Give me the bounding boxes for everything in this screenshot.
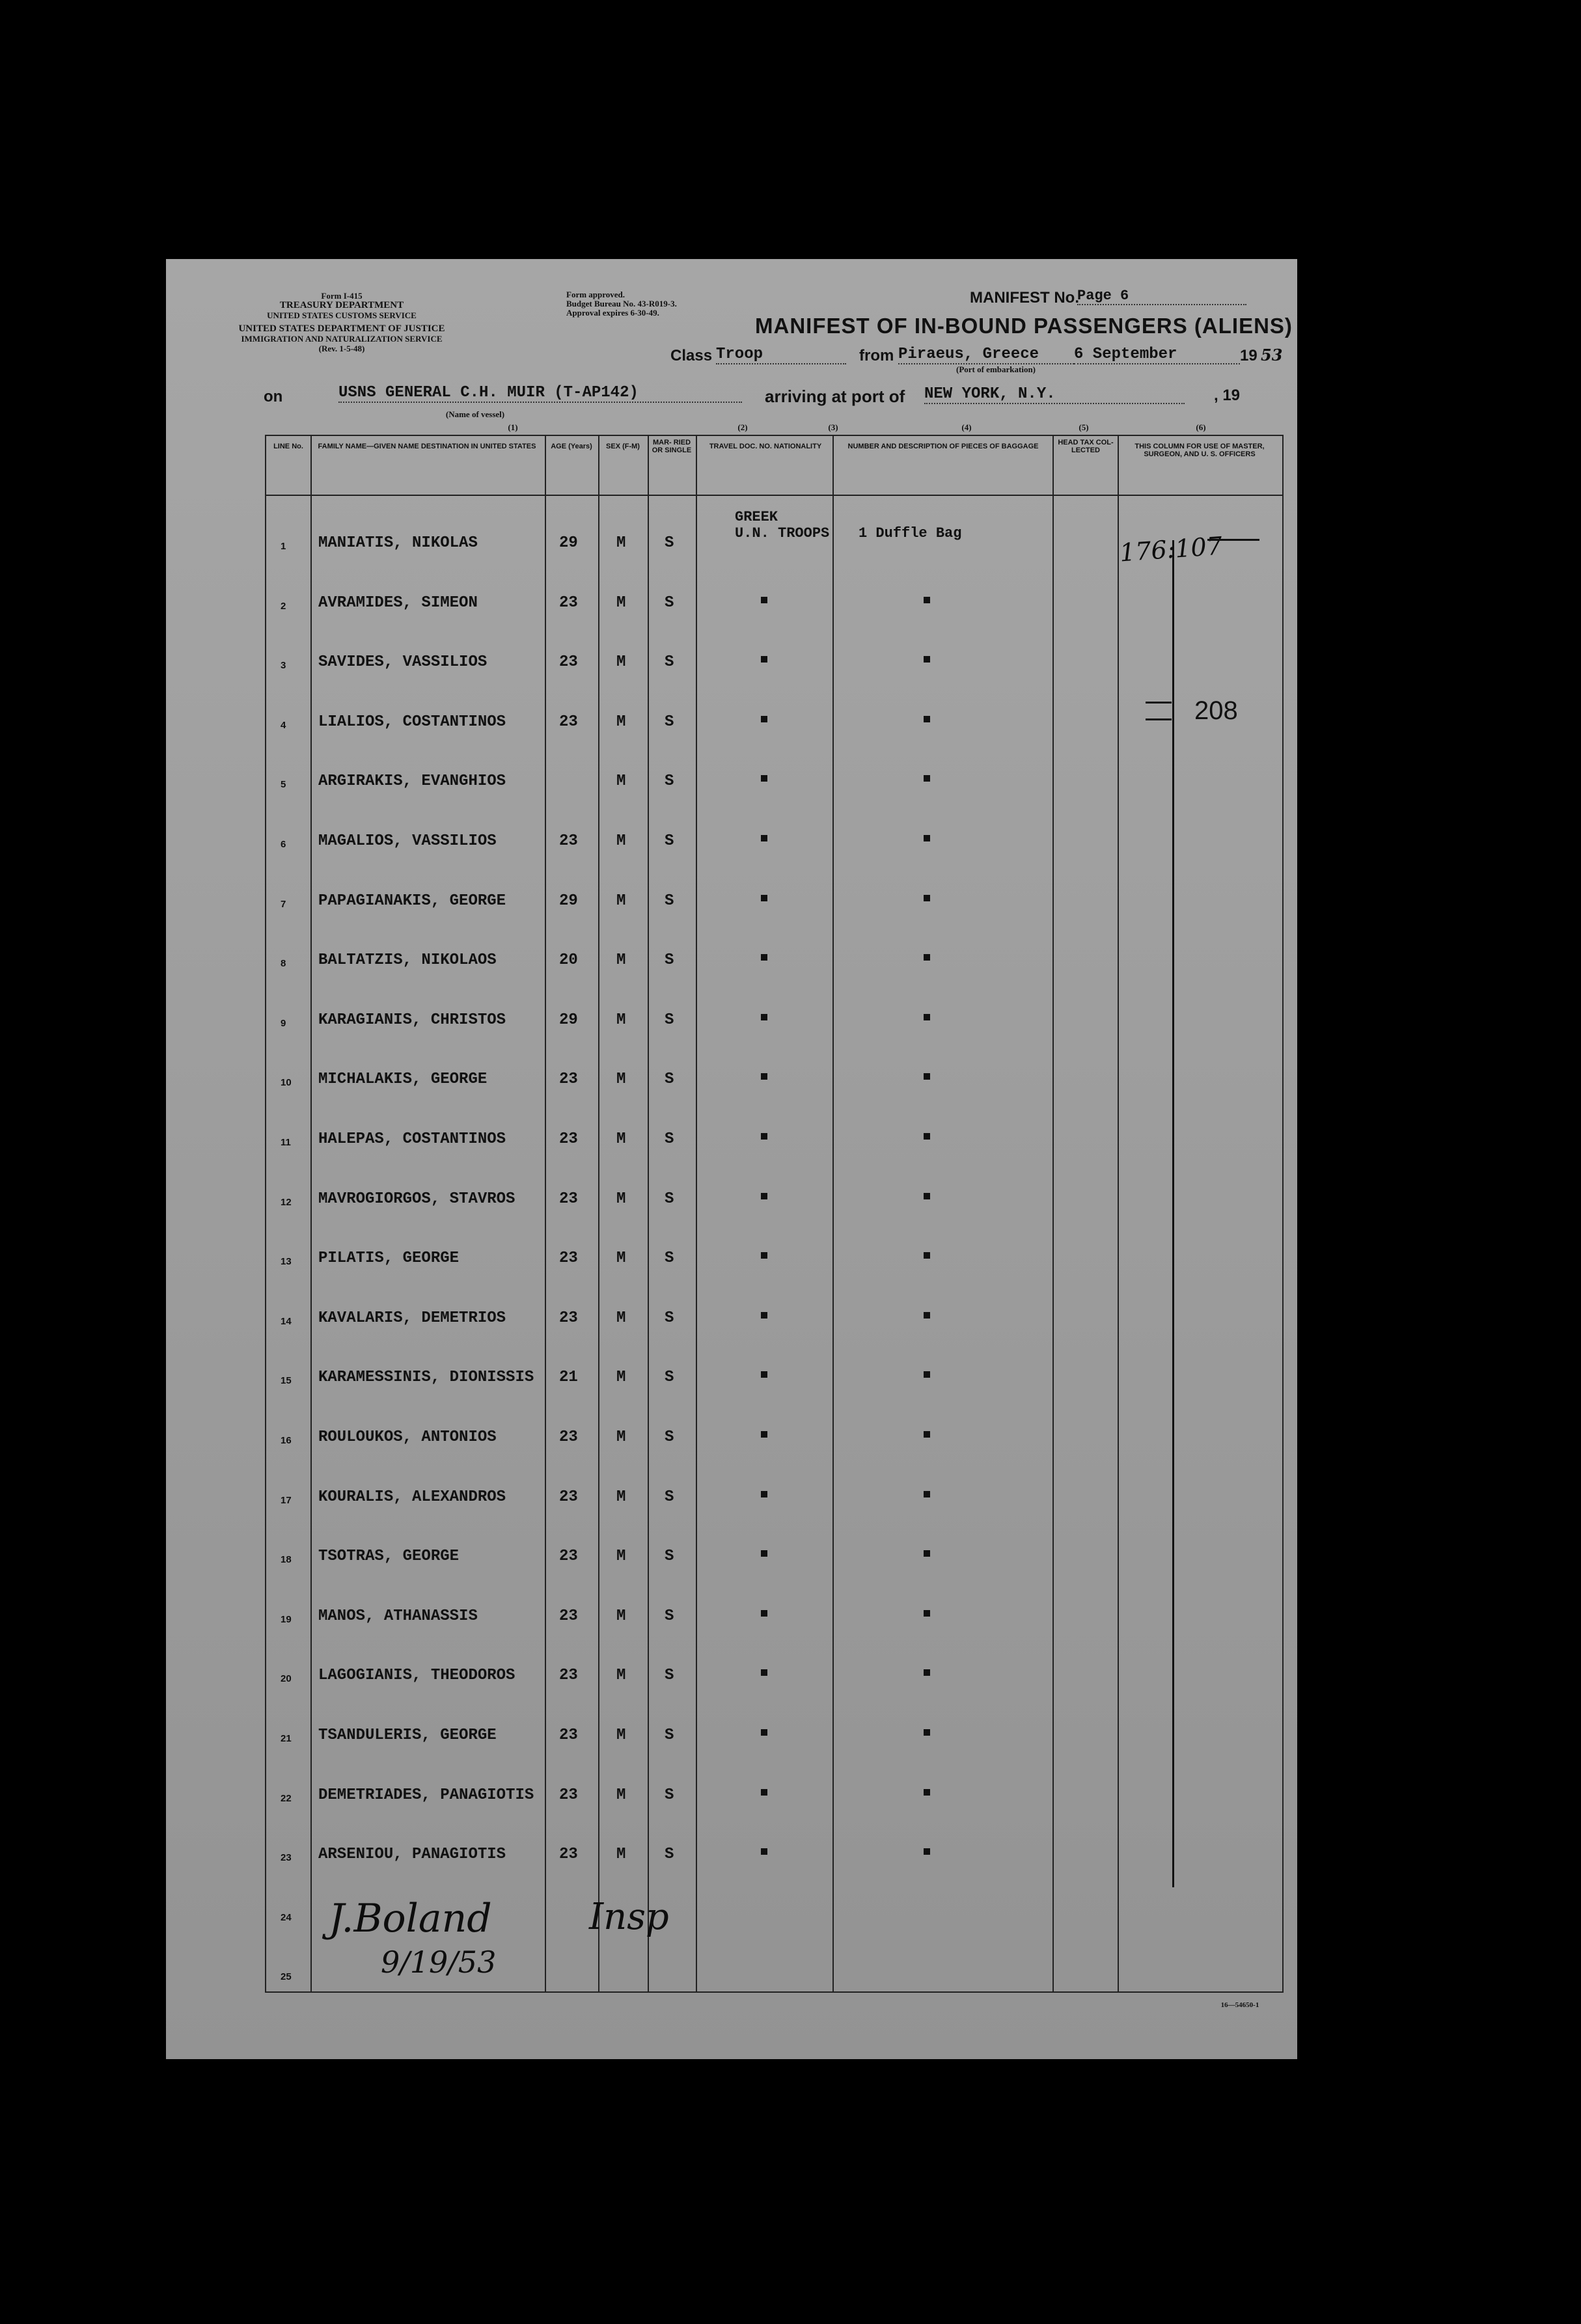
passenger-marital: S	[665, 1071, 674, 1089]
passenger-marital: S	[665, 832, 674, 850]
line-number: 6	[281, 839, 286, 850]
passenger-age: 23	[559, 594, 578, 612]
passenger-age: 23	[559, 653, 578, 672]
passenger-name: KAVALARIS, DEMETRIOS	[318, 1309, 506, 1327]
passenger-marital: S	[665, 1846, 674, 1864]
passenger-marital: S	[665, 1429, 674, 1446]
binder-hole	[127, 1821, 157, 1851]
form-code: 16—54650-1	[1220, 2001, 1259, 2009]
line-number: 10	[281, 1077, 292, 1089]
line-number: 24	[281, 1911, 292, 1923]
line-number: 17	[281, 1494, 292, 1506]
ref-underline	[1207, 539, 1259, 541]
passenger-name: AVRAMIDES, SIMEON	[318, 594, 478, 612]
passenger-age: 29	[559, 892, 578, 910]
passenger-marital: S	[665, 594, 674, 612]
header-officers: THIS COLUMN FOR USE OF MASTER, SURGEON, AND U. S. OFFICERS	[1134, 443, 1265, 458]
passenger-sex: M	[616, 1190, 626, 1208]
ditto-travel-mark	[761, 1012, 767, 1024]
line-number: 3	[281, 660, 286, 672]
ditto-travel-mark	[761, 833, 767, 845]
passenger-age: 23	[559, 1548, 578, 1566]
dept-justice-sub: IMMIGRATION AND NATURALIZATION SERVICE	[241, 334, 443, 344]
arriving-label: arriving at port of	[765, 387, 905, 406]
port-embarkation-note: (Port of embarkation)	[955, 364, 1036, 374]
passenger-name: DEMETRIADES, PANAGIOTIS	[318, 1786, 534, 1804]
line-number: 13	[281, 1256, 292, 1268]
ditto-travel-mark	[761, 1608, 767, 1620]
baggage-value: 1 Duffle Bag	[859, 525, 962, 541]
table-row	[266, 561, 1282, 621]
passenger-age: 29	[559, 534, 578, 552]
passenger-name: TSOTRAS, GEORGE	[318, 1548, 460, 1566]
line-number: 21	[281, 1733, 292, 1744]
passenger-age: 21	[559, 1369, 578, 1387]
class-label: Class	[670, 347, 713, 364]
ditto-travel-mark	[761, 1787, 767, 1799]
ditto-travel-mark	[761, 893, 767, 905]
header-head-tax: HEAD TAX COL- LECTED	[1058, 439, 1114, 454]
table-row	[266, 620, 1282, 680]
ditto-baggage-mark	[924, 1787, 930, 1799]
manifest-label: MANIFEST No.	[970, 289, 1079, 307]
line-number: 22	[281, 1792, 292, 1804]
column-number: (2)	[737, 422, 748, 432]
passenger-marital: S	[665, 1190, 674, 1208]
header-travel-doc: TRAVEL DOC. NO. NATIONALITY	[709, 443, 822, 450]
inspector-signature: J.Boland	[329, 1896, 492, 1941]
line-number: 14	[281, 1315, 292, 1327]
passenger-name: MAGALIOS, VASSILIOS	[318, 832, 497, 850]
passenger-age: 23	[559, 1488, 578, 1506]
passenger-name: HALEPAS, COSTANTINOS	[318, 1130, 506, 1148]
ditto-travel-mark	[761, 714, 767, 726]
passenger-name: SAVIDES, VASSILIOS	[318, 653, 488, 672]
ditto-travel-mark	[761, 1727, 767, 1739]
passenger-sex: M	[616, 1846, 626, 1864]
passenger-sex: M	[616, 1488, 626, 1506]
passenger-marital: S	[665, 1727, 674, 1744]
ditto-baggage-mark	[924, 1369, 930, 1381]
table-row	[266, 1634, 1282, 1693]
ditto-travel-mark	[761, 1250, 767, 1262]
line-number: 9	[281, 1017, 286, 1029]
passenger-name: MANIATIS, NIKOLAS	[318, 534, 478, 552]
passenger-sex: M	[616, 1130, 626, 1148]
ditto-baggage-mark	[924, 714, 930, 726]
approved-line-1: Form approved.	[566, 290, 626, 299]
line-number: 25	[281, 1971, 292, 1983]
line-number: 11	[281, 1137, 291, 1148]
dept-treasury: TREASURY DEPARTMENT	[279, 300, 404, 310]
table-row	[266, 1037, 1282, 1097]
table-row	[266, 1335, 1282, 1395]
arrival-year: , 19	[1214, 387, 1241, 404]
ditto-baggage-mark	[924, 1012, 930, 1024]
passenger-marital: S	[665, 951, 674, 970]
passenger-sex: M	[616, 534, 626, 552]
stamp-dash	[1146, 718, 1172, 720]
passenger-sex: M	[616, 1548, 626, 1566]
header-married: MAR- RIED OR SINGLE	[652, 439, 692, 454]
passenger-marital: S	[665, 713, 674, 731]
vessel-name: USNS GENERAL C.H. MUIR (T-AP142)	[338, 384, 742, 403]
passenger-age: 20	[559, 951, 578, 970]
signature-title: Insp	[589, 1896, 669, 1938]
passenger-name: KOURALIS, ALEXANDROS	[318, 1488, 506, 1506]
line-number: 2	[281, 600, 286, 612]
ditto-travel-mark	[761, 1548, 767, 1560]
table-row	[266, 739, 1282, 799]
passenger-name: MANOS, ATHANASSIS	[318, 1607, 478, 1625]
passenger-marital: S	[665, 1607, 674, 1625]
ditto-travel-mark	[761, 1667, 767, 1679]
from-label: from	[859, 347, 894, 364]
passenger-age: 23	[559, 1309, 578, 1327]
binder-hole	[127, 1678, 157, 1708]
ditto-baggage-mark	[924, 952, 930, 964]
form-revision: (Rev. 1-5-48)	[318, 344, 365, 353]
ditto-travel-mark	[761, 1131, 767, 1143]
passenger-age: 23	[559, 1071, 578, 1089]
passenger-marital: S	[665, 1309, 674, 1327]
ditto-baggage-mark	[924, 595, 930, 607]
line-number: 20	[281, 1673, 292, 1685]
table-row	[266, 1753, 1282, 1813]
line-number: 7	[281, 898, 286, 910]
table-row	[266, 1395, 1282, 1455]
ditto-baggage-mark	[924, 1548, 930, 1560]
table-row	[266, 1216, 1282, 1276]
passenger-name: TSANDULERIS, GEORGE	[318, 1727, 497, 1744]
passenger-age: 23	[559, 1250, 578, 1268]
passenger-age: 29	[559, 1011, 578, 1029]
ditto-travel-mark	[761, 1846, 767, 1858]
table-row	[266, 1157, 1282, 1217]
passenger-marital: S	[665, 1130, 674, 1148]
passenger-marital: S	[665, 1786, 674, 1804]
class-value: Troop	[716, 346, 846, 364]
reference-number: 176:107	[1118, 531, 1224, 567]
ditto-travel-mark	[761, 1489, 767, 1501]
binder-hole	[127, 828, 157, 858]
line-number: 16	[281, 1435, 292, 1446]
ditto-travel-mark	[761, 773, 767, 785]
passenger-marital: S	[665, 1488, 674, 1506]
passenger-marital: S	[665, 772, 674, 791]
passenger-name: PILATIS, GEORGE	[318, 1250, 460, 1268]
manifest-value: Page 6	[1077, 288, 1246, 305]
table-row	[266, 680, 1282, 740]
year-prefix: 19	[1240, 347, 1258, 364]
ditto-baggage-mark	[924, 893, 930, 905]
passenger-name: ARSENIOU, PANAGIOTIS	[318, 1846, 506, 1864]
vessel-note: (Name of vessel)	[445, 409, 505, 419]
binder-hole	[127, 1411, 157, 1441]
passenger-marital: S	[665, 892, 674, 910]
ditto-travel-mark	[761, 1369, 767, 1381]
binder-hole	[127, 1131, 157, 1161]
column-number: (6)	[1196, 422, 1206, 432]
line-number: 19	[281, 1613, 292, 1625]
passenger-name: MICHALAKIS, GEORGE	[318, 1071, 488, 1089]
passenger-sex: M	[616, 1607, 626, 1625]
passenger-table	[265, 435, 1284, 1993]
binder-hole	[127, 386, 157, 416]
ditto-baggage-mark	[924, 1429, 930, 1441]
dept-justice: UNITED STATES DEPARTMENT OF JUSTICE	[238, 323, 445, 334]
approved-line-3: Approval expires 6-30-49.	[566, 308, 659, 318]
passenger-name: PAPAGIANAKIS, GEORGE	[318, 892, 506, 910]
nationality-value: GREEK	[735, 509, 778, 525]
passenger-age: 23	[559, 1190, 578, 1208]
passenger-sex: M	[616, 713, 626, 731]
line-number: 23	[281, 1852, 292, 1864]
passenger-sex: M	[616, 892, 626, 910]
ditto-baggage-mark	[924, 1608, 930, 1620]
ditto-baggage-mark	[924, 1727, 930, 1739]
ditto-travel-mark	[761, 1429, 767, 1441]
ditto-travel-mark	[761, 595, 767, 607]
passenger-name: ROULOUKOS, ANTONIOS	[318, 1429, 497, 1446]
ditto-baggage-mark	[924, 654, 930, 666]
passenger-sex: M	[616, 1429, 626, 1446]
signature-date: 9/19/53	[381, 1945, 497, 1980]
table-row	[266, 1574, 1282, 1634]
passenger-name: ARGIRAKIS, EVANGHIOS	[318, 772, 506, 791]
ditto-baggage-mark	[924, 1489, 930, 1501]
passenger-name: KARAGIANIS, CHRISTOS	[318, 1011, 506, 1029]
ditto-travel-mark	[761, 654, 767, 666]
table-row	[266, 859, 1282, 919]
passenger-age: 23	[559, 1130, 578, 1148]
passenger-marital: S	[665, 653, 674, 672]
dept-treasury-sub: UNITED STATES CUSTOMS SERVICE	[267, 310, 417, 320]
passenger-sex: M	[616, 951, 626, 970]
line-number: 8	[281, 958, 286, 970]
passenger-marital: S	[665, 1250, 674, 1268]
arrival-port: NEW YORK, N.Y.	[924, 385, 1185, 404]
binder-hole	[127, 425, 157, 455]
from-value: Piraeus, Greece	[898, 346, 1074, 364]
passenger-sex: M	[616, 653, 626, 672]
column-number: (1)	[508, 422, 518, 432]
stamp-dash	[1146, 702, 1172, 704]
ditto-baggage-mark	[924, 1191, 930, 1203]
passenger-age: 23	[559, 832, 578, 850]
table-row	[266, 1097, 1282, 1157]
column-number: (3)	[828, 422, 838, 432]
table-row	[266, 1514, 1282, 1574]
line-number: 18	[281, 1554, 292, 1566]
ditto-baggage-mark	[924, 1071, 930, 1083]
passenger-marital: S	[665, 1548, 674, 1566]
passenger-name: MAVROGIORGOS, STAVROS	[318, 1190, 516, 1208]
passenger-age: 23	[559, 1667, 578, 1685]
form-number: Form I-415	[321, 291, 363, 301]
line-number: 12	[281, 1196, 292, 1208]
header-name: FAMILY NAME—GIVEN NAME DESTINATION IN UNITED STATES	[318, 443, 536, 450]
approved-line-2: Budget Bureau No. 43-R019-3.	[566, 299, 677, 308]
passenger-sex: M	[616, 1369, 626, 1387]
line-number: 5	[281, 779, 286, 791]
ditto-baggage-mark	[924, 1131, 930, 1143]
table-row	[266, 978, 1282, 1038]
passenger-sex: M	[616, 1011, 626, 1029]
passenger-sex: M	[616, 1786, 626, 1804]
passenger-name: KARAMESSINIS, DIONISSIS	[318, 1369, 534, 1387]
ditto-travel-mark	[761, 1191, 767, 1203]
passenger-age: 23	[559, 713, 578, 731]
officer-pen-line	[1172, 540, 1174, 1887]
passenger-marital: S	[665, 534, 674, 552]
stamp-number: 208	[1194, 696, 1238, 725]
passenger-sex: M	[616, 594, 626, 612]
ditto-travel-mark	[761, 952, 767, 964]
header-baggage: NUMBER AND DESCRIPTION OF PIECES OF BAGGAGE	[847, 443, 1039, 450]
binder-hole	[127, 1951, 157, 1981]
table-row	[266, 799, 1282, 859]
year-suffix: 53	[1261, 346, 1283, 364]
header-age: AGE (Years)	[551, 443, 592, 450]
table-row	[266, 1812, 1282, 1872]
header-sex: SEX (F-M)	[606, 443, 640, 450]
line-number: 1	[281, 541, 286, 552]
passenger-sex: M	[616, 1071, 626, 1089]
passenger-marital: S	[665, 1369, 674, 1387]
line-number: 15	[281, 1375, 292, 1387]
ditto-baggage-mark	[924, 833, 930, 845]
passenger-age: 23	[559, 1786, 578, 1804]
passenger-age: 23	[559, 1607, 578, 1625]
passenger-marital: S	[665, 1667, 674, 1685]
ditto-baggage-mark	[924, 1250, 930, 1262]
line-number: 4	[281, 719, 286, 731]
passenger-age: 23	[559, 1846, 578, 1864]
passenger-sex: M	[616, 1667, 626, 1685]
passenger-sex: M	[616, 772, 626, 791]
passenger-sex: M	[616, 1727, 626, 1744]
header-line-no: LINE No.	[273, 443, 303, 450]
column-number: (4)	[961, 422, 972, 432]
table-row	[266, 1276, 1282, 1336]
passenger-sex: M	[616, 1309, 626, 1327]
page-title: MANIFEST OF IN-BOUND PASSENGERS (ALIENS)	[755, 314, 1293, 338]
embark-date: 6 September	[1074, 346, 1240, 364]
passenger-marital: S	[665, 1011, 674, 1029]
table-row	[266, 918, 1282, 978]
passenger-name: LIALIOS, COSTANTINOS	[318, 713, 506, 731]
ditto-baggage-mark	[924, 1846, 930, 1858]
table-row	[266, 1693, 1282, 1753]
travel-doc-value: U.N. TROOPS	[735, 525, 830, 541]
ditto-baggage-mark	[924, 773, 930, 785]
table-row	[266, 1455, 1282, 1515]
passenger-age: 23	[559, 1727, 578, 1744]
binder-hole	[127, 286, 157, 316]
passenger-age: 23	[559, 1429, 578, 1446]
passenger-sex: M	[616, 832, 626, 850]
passenger-name: LAGOGIANIS, THEODOROS	[318, 1667, 516, 1685]
ditto-baggage-mark	[924, 1667, 930, 1679]
passenger-name: BALTATZIS, NIKOLAOS	[318, 951, 497, 970]
binder-hole	[127, 715, 157, 745]
ditto-baggage-mark	[924, 1310, 930, 1322]
passenger-sex: M	[616, 1250, 626, 1268]
ditto-travel-mark	[761, 1071, 767, 1083]
on-label: on	[264, 388, 283, 405]
column-number: (5)	[1079, 422, 1089, 432]
manifest-sheet	[166, 259, 1297, 2059]
ditto-travel-mark	[761, 1310, 767, 1322]
